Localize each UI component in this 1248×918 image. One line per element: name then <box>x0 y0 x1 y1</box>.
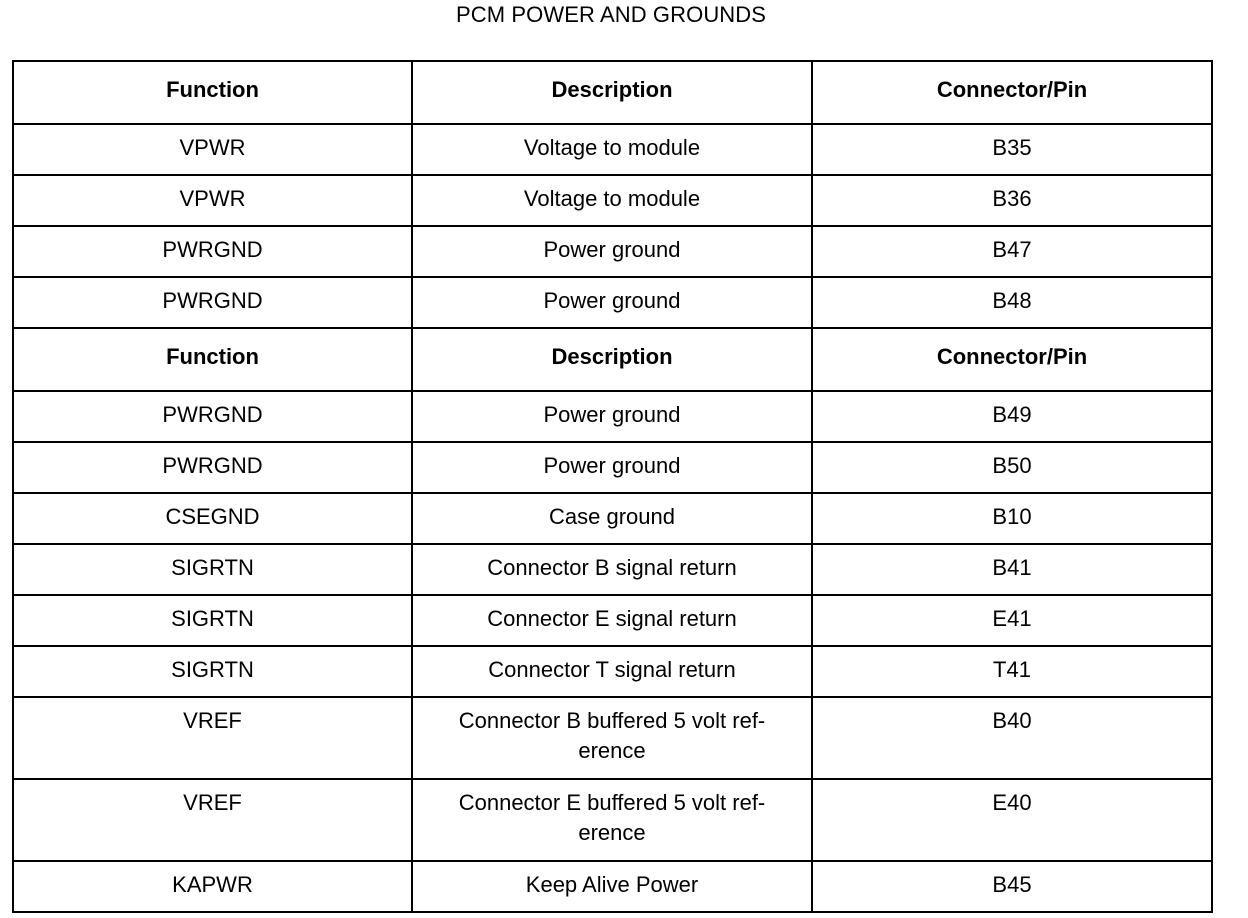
description-text: Connector E buffered 5 volt ref- erence <box>458 790 766 845</box>
description-text: Connector E signal return <box>487 606 737 631</box>
cell-connector-pin: B41 <box>812 544 1212 595</box>
cell-function: SIGRTN <box>13 595 412 646</box>
cell-connector-pin: E41 <box>812 595 1212 646</box>
table-row <box>13 595 1212 646</box>
cell-connector-pin: B35 <box>812 124 1212 175</box>
table-header-row <box>13 61 1212 124</box>
cell-connector-pin: B40 <box>812 697 1212 779</box>
header-connector-pin: Connector/Pin <box>812 61 1212 124</box>
cell-function: CSEGND <box>13 493 412 544</box>
table-row <box>13 544 1212 595</box>
cell-description <box>412 175 812 226</box>
page-title: PCM POWER AND GROUNDS <box>455 2 767 27</box>
cell-function: PWRGND <box>13 277 412 328</box>
cell-description <box>412 124 812 175</box>
description-text: Power ground <box>543 237 681 262</box>
description-text: Voltage to module <box>523 135 701 160</box>
table-row <box>13 124 1212 175</box>
cell-function: VPWR <box>13 175 412 226</box>
cell-connector-pin: B10 <box>812 493 1212 544</box>
cell-description <box>412 861 812 912</box>
table-body <box>13 61 1212 912</box>
table-row <box>13 646 1212 697</box>
cell-description <box>412 779 812 861</box>
cell-function: PWRGND <box>13 226 412 277</box>
cell-connector-pin: E40 <box>812 779 1212 861</box>
description-text: Connector B buffered 5 volt ref- erence <box>458 708 766 763</box>
table-row <box>13 277 1212 328</box>
cell-description <box>412 493 812 544</box>
description-text: Case ground <box>549 504 675 529</box>
description-text: Power ground <box>543 402 681 427</box>
cell-function: KAPWR <box>13 861 412 912</box>
cell-description <box>412 697 812 779</box>
header-description: Description <box>412 61 812 124</box>
cell-function: PWRGND <box>13 442 412 493</box>
cell-function: VREF <box>13 779 412 861</box>
table-row <box>13 697 1212 779</box>
description-text: Connector T signal return <box>488 657 736 682</box>
cell-connector-pin: B45 <box>812 861 1212 912</box>
table-row <box>13 493 1212 544</box>
cell-description <box>412 391 812 442</box>
cell-connector-pin: B48 <box>812 277 1212 328</box>
cell-connector-pin: B36 <box>812 175 1212 226</box>
cell-connector-pin: B47 <box>812 226 1212 277</box>
table-row <box>13 442 1212 493</box>
cell-function: PWRGND <box>13 391 412 442</box>
cell-description <box>412 544 812 595</box>
header-description: Description <box>412 328 812 391</box>
pcm-power-grounds-table <box>12 60 1213 913</box>
cell-function: SIGRTN <box>13 646 412 697</box>
cell-description <box>412 646 812 697</box>
table-row <box>13 861 1212 912</box>
cell-connector-pin: B50 <box>812 442 1212 493</box>
description-text: Connector B signal return <box>487 555 737 580</box>
cell-description <box>412 226 812 277</box>
table-row <box>13 175 1212 226</box>
cell-description <box>412 277 812 328</box>
table-row <box>13 391 1212 442</box>
header-connector-pin: Connector/Pin <box>812 328 1212 391</box>
cell-connector-pin: B49 <box>812 391 1212 442</box>
description-text: Power ground <box>543 288 681 313</box>
cell-description <box>412 595 812 646</box>
cell-function: SIGRTN <box>13 544 412 595</box>
cell-connector-pin: T41 <box>812 646 1212 697</box>
table-row <box>13 779 1212 861</box>
table-row <box>13 226 1212 277</box>
cell-function: VPWR <box>13 124 412 175</box>
cell-description <box>412 442 812 493</box>
description-text: Voltage to module <box>523 186 701 211</box>
cell-function: VREF <box>13 697 412 779</box>
description-text: Power ground <box>543 453 681 478</box>
header-function: Function <box>13 328 412 391</box>
description-text: Keep Alive Power <box>525 872 699 897</box>
header-function: Function <box>13 61 412 124</box>
table-header-row-repeat <box>13 328 1212 391</box>
